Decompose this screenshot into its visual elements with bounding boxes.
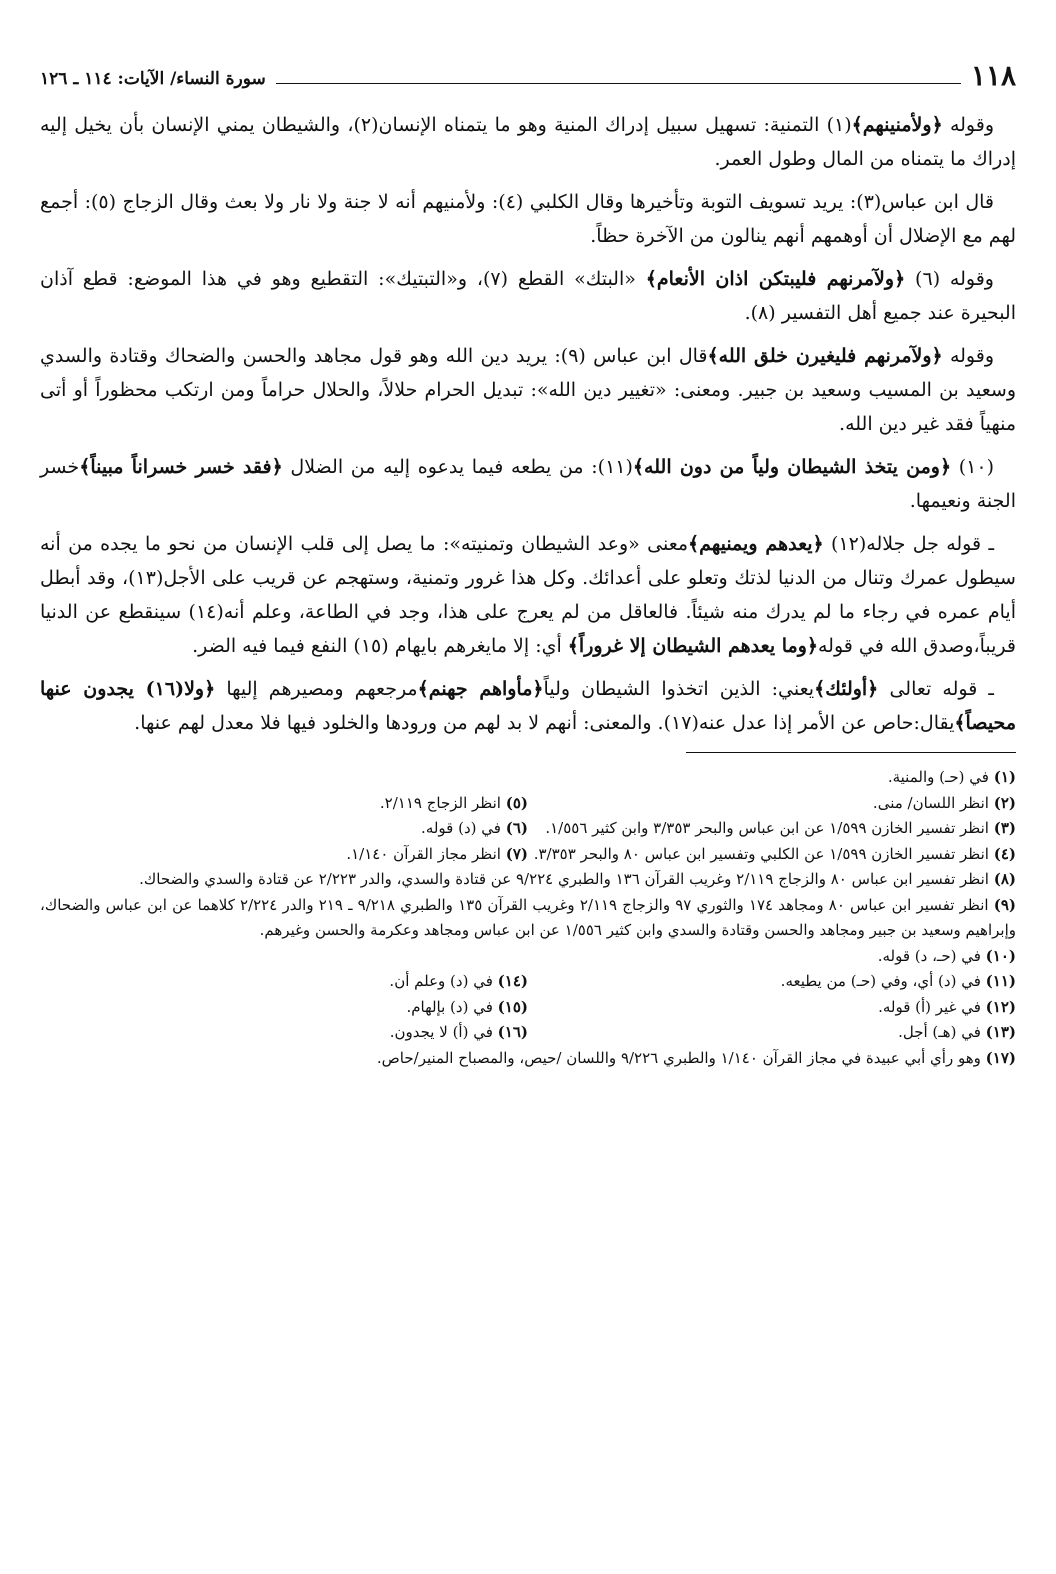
footnote-number: (١٦) [497, 1023, 528, 1041]
footnote-row [40, 791, 1016, 817]
text-run: معنى «وعد الشيطان وتمنيته»: ما يصل إلى قلب الإنسان من نحو ما يجده من أنه سيطول عمرك وتنال من الدنيا لذتك وتعلو على أعدائك. وكل هذا غرور وتمنية، وستهجم عن قريب على الأجل(١٣)، وقد أبطل أيام عمره في رجاء ما لم يدرك منه شيئاً. فالعاقل من لم يعرج على هذا، وجد في الطاعة، وعلم أنه(١٤) سينقطع عن الدنيا قريباً،وصدق الله في قوله [40, 533, 1016, 657]
footnote-text: في (د) بإلهام. [406, 997, 498, 1016]
verse-quote: ﴿يعدهم ويمنيهم﴾ [688, 533, 824, 555]
text-run: خسر الجنة ونعيمها. [40, 456, 1016, 512]
footnote-text: في (د) أي، وفي (حـ) من يطيعه. [780, 972, 986, 990]
page-header [40, 56, 1016, 90]
verse-quote: ﴿ولآمرنهم فليغيرن خلق الله﴾ [707, 345, 943, 367]
footnote-number: (٤) [993, 844, 1016, 863]
footnote-number: (١٤) [497, 972, 528, 990]
footnote-text: انظر تفسير الخازن ١/٥٩٩ عن ابن عباس والبحر ٣/٣٥٣ وابن كثير ١/٥٥٦. [545, 819, 994, 837]
footnote-line [40, 765, 1016, 791]
footnote-number: (١٣) [985, 1023, 1016, 1041]
verse-quote: ﴿ولا(١٦) يجدون عنها محيصاً﴾ [40, 678, 1016, 734]
footnote [781, 972, 1016, 990]
footnote-number: (١٧) [985, 1048, 1016, 1067]
footnote-text: في (د) قوله. [421, 819, 506, 837]
footnote-text: في غير (أ) قوله. [878, 997, 986, 1016]
footnote-number: (١) [993, 768, 1016, 786]
book-page [40, 56, 1016, 1534]
verse-quote: ﴿مأواهم جهنم﴾ [417, 678, 544, 700]
header-rule [276, 83, 961, 84]
paragraph [40, 450, 1016, 518]
paragraph [40, 262, 1016, 330]
footnotes [40, 765, 1016, 1071]
footnote [406, 998, 528, 1016]
footnote [389, 972, 528, 990]
running-title: سورة النساء/ الآيات: ١١٤ ـ ١٢٦ [40, 69, 266, 89]
footnote-number: (١٢) [985, 997, 1016, 1016]
footnote-number: (٢) [993, 793, 1016, 812]
text-run: ـ قوله تعالى [878, 678, 994, 700]
text-run: مرجعهم ومصيرهم إليها [215, 678, 418, 700]
footnote-col-left [40, 791, 528, 817]
text-run: وقوله (٦) [905, 268, 994, 290]
paragraph [40, 527, 1016, 663]
footnote [421, 819, 528, 837]
text-run: قال ابن عباس(٣): يريد تسويف التوبة وتأخيرها وقال الكلبي (٤): ولأمنيهم أنه لا جنة ولا نار ولا بعث وقال الزجاج (٥): أجمع لهم مع الإضلال أن أوهمهم أنهم ينالون من الآخرة حظاً. [40, 191, 1016, 247]
footnote-number: (٦) [505, 819, 528, 837]
footnote [390, 1023, 528, 1041]
footnote-text: وهو رأي أبي عبيدة في مجاز القرآن ١/١٤٠ والطبري ٩/٢٢٦ واللسان /حيص، والمصباح المنير/حاص. [376, 1048, 986, 1067]
footnote-col-left [40, 995, 528, 1021]
verse-quote: ﴿ولأمنينهم﴾ [851, 114, 943, 136]
footnote-col-left [40, 816, 528, 842]
text-run: (١١): من يطعه فيما يدعوه إليه من الضلال [282, 456, 633, 478]
footnote-col-left [40, 969, 528, 995]
footnote [377, 1049, 1016, 1067]
verse-quote: ﴿ولآمرنهم فليبتكن اذان الأنعام﴾ [645, 268, 906, 290]
text-run: قال ابن عباس (٩): يريد دين الله وهو قول مجاهد والحسن والضحاك وقتادة والسدي وسعيد بن المسيب وسعيد بن جبير. ومعنى: «تغيير دين الله»: تبديل الحرام حلالاً، والحلال حراماً ومن ارتكب محظوراً أو أتى منهياً فقد غير دين الله. [40, 345, 1016, 435]
footnote-row [40, 816, 1016, 842]
footnote-number: (٩) [993, 895, 1016, 914]
footnote-col-right [528, 969, 1016, 995]
footnote-col-left [40, 1020, 528, 1046]
footnote-row [40, 995, 1016, 1021]
footnote [873, 794, 1016, 812]
footnote-text: انظر اللسان/ منى. [872, 793, 994, 812]
footnote-text: في (هـ) أجل. [898, 1023, 986, 1041]
footnote-text: انظر تفسير ابن عباس ٨٠ ومجاهد ١٧٤ والثوري ٩٧ والزجاج ٢/١١٩ وغريب القرآن ١٣٥ والطبري ٩/٢١٨ ـ ٢١٩ والدر ٢/٢٢٤ كلاهما عن ابن عباس والضحاك، وإبراهيم وسعيد بن جبير ومجاهد والحسن وقتادة والسدي وابن كثير ١/٥٥٦ عن ابن عباس ومجاهد وعكرمة والحسن وغيرهم. [40, 895, 1016, 939]
footnote-text: في (أ) لا يجدون. [389, 1023, 498, 1041]
verse-quote: ﴿فقد خسر خسراناً مبيناً﴾ [79, 456, 283, 478]
paragraph [40, 672, 1016, 740]
footnote [40, 896, 1016, 940]
footnote-number: (٨) [993, 870, 1016, 888]
paragraph [40, 108, 1016, 176]
footnote [380, 794, 528, 812]
footnote-text: انظر تفسير الخازن ١/٥٩٩ عن الكلبي وتفسير ابن عباس ٨٠ والبحر ٣/٣٥٣. [533, 844, 994, 863]
footnote-number: (١٥) [497, 997, 528, 1016]
footnote-col-left [40, 842, 528, 868]
footnote-line [40, 893, 1016, 944]
text-run: وقوله [942, 114, 994, 136]
footnote-text: في (د) وعلم أن. [389, 972, 498, 990]
footnote-col-right [528, 995, 1016, 1021]
footnote-number: (١١) [985, 972, 1016, 990]
footnote-text: في (حـ، د) قوله. [877, 946, 986, 965]
text-run: يعني: الذين اتخذوا الشيطان ولياً [543, 678, 815, 700]
footnote [878, 998, 1016, 1016]
footnote-separator [686, 752, 1016, 753]
footnote-number: (٧) [505, 844, 528, 863]
footnote [878, 947, 1016, 965]
footnote-number: (١٠) [985, 946, 1016, 965]
footnote [888, 768, 1016, 786]
footnote [346, 845, 528, 863]
footnote-col-right [528, 1020, 1016, 1046]
paragraph [40, 185, 1016, 253]
footnote-col-right [528, 816, 1016, 842]
footnote [139, 870, 1016, 888]
page-number: ١١٨ [970, 59, 1016, 92]
footnote-line [40, 867, 1016, 893]
footnote-col-right [528, 791, 1016, 817]
footnote-line [40, 944, 1016, 970]
paragraph [40, 339, 1016, 441]
footnote [898, 1023, 1016, 1041]
text-run: «البتك» القطع (٧)، و«التبتيك»: التقطيع وهو في هذا الموضع: قطع آذان البحيرة عند جميع أهل التفسير (٨). [40, 268, 1016, 324]
text-run: أي: إلا مايغرهم بايهام (١٥) النفع فيما فيه الضر. [192, 635, 568, 657]
footnote-text: في (حـ) والمنية. [887, 768, 994, 786]
footnote-text: انظر تفسير ابن عباس ٨٠ والزجاج ٢/١١٩ وغريب القرآن ١٣٦ والطبري ٩/٢٢٤ عن قتادة والسدي، والدر ٢/٢٢٣ عن قتادة والسدي والضحاك. [139, 870, 994, 888]
footnote [545, 819, 1016, 837]
verse-quote: ﴿وما يعدهم الشيطان إلا غروراً﴾ [567, 635, 818, 657]
text-run: ـ قوله جل جلاله(١٢) [823, 533, 995, 555]
main-text [40, 108, 1016, 740]
footnote-col-right [528, 842, 1016, 868]
footnote-text: انظر مجاز القرآن ١/١٤٠. [346, 844, 506, 863]
footnote-row [40, 969, 1016, 995]
footnote-row [40, 1020, 1016, 1046]
verse-quote: ﴿أولئك﴾ [814, 678, 879, 700]
footnote-number: (٥) [505, 793, 528, 812]
footnote-row [40, 842, 1016, 868]
footnote-text: انظر الزجاج ٢/١١٩. [379, 793, 506, 812]
footnote-line [40, 1046, 1016, 1072]
text-run: (١٠) [951, 456, 995, 478]
footnote-number: (٣) [993, 819, 1016, 837]
text-run: وقوله [942, 345, 994, 367]
verse-quote: ﴿ومن يتخذ الشيطان ولياً من دون الله﴾ [632, 456, 952, 478]
text-run: يقال:حاص عن الأمر إذا عدل عنه(١٧). والمعنى: أنهم لا بد لهم من ورودها والخلود فيها فلا معدل لهم عنها. [134, 712, 955, 734]
footnote [534, 845, 1016, 863]
text-run: (١) التمنية: تسهيل سبيل إدراك المنية وهو ما يتمناه الإنسان(٢)، والشيطان يمني الإنسان بأن يخيل إليه إدراك ما يتمناه من المال وطول العمر. [40, 114, 1016, 170]
